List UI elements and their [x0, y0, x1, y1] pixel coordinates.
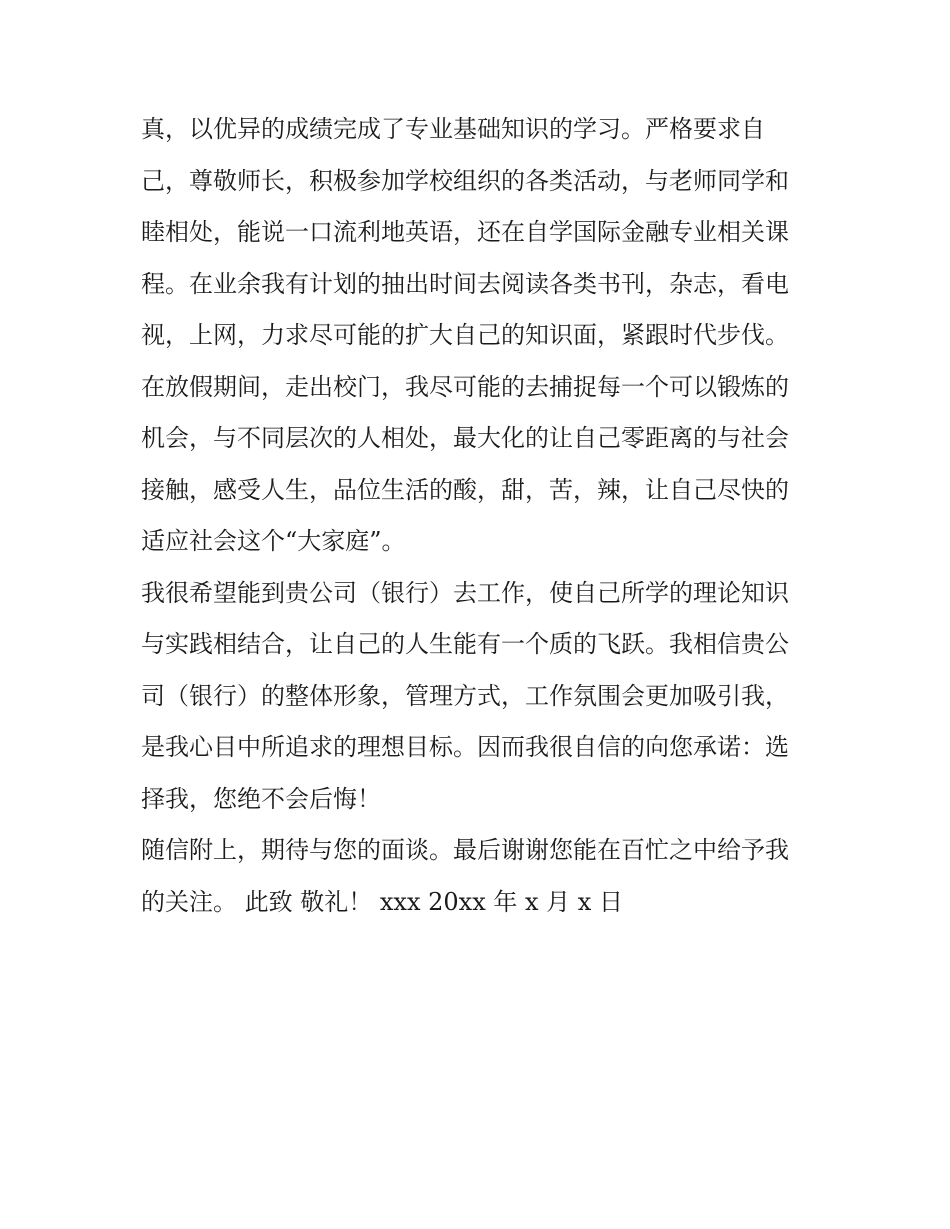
text-line: 随信附上，期待与您的面谈。最后谢谢您能在百忙之中给予我 [141, 836, 789, 864]
text-line: 接触，感受人生，品位生活的酸，甜，苦，辣，让自己尽快的 [141, 475, 789, 504]
text-line: 程。在业余我有计划的抽出时间去阅读各类书刊，杂志，看电 [141, 269, 789, 298]
text-line: 司（银行）的整体形象，管理方式，工作氛围会更加吸引我， [141, 681, 789, 710]
text-line: 在放假期间，走出校门，我尽可能的去捕捉每一个可以锻炼的 [141, 372, 789, 401]
text-line: 视，上网，力求尽可能的扩大自己的知识面，紧跟时代步伐。 [141, 321, 789, 349]
closing-line: 的关注。 此致 敬礼！ xxx 20xx 年 x 月 x 日 [141, 887, 623, 916]
text-line: 己，尊敬师长，积极参加学校组织的各类活动，与老师同学和 [141, 166, 789, 195]
text-line: 机会，与不同层次的人相处，最大化的让自己零距离的与社会 [141, 424, 789, 452]
text-line: 我很希望能到贵公司（银行）去工作，使自己所学的理论知识 [141, 578, 789, 607]
text-line: 与实践相结合，让自己的人生能有一个质的飞跃。我相信贵公 [141, 630, 789, 658]
text-line: 真，以优异的成绩完成了专业基础知识的学习。严格要求自 [141, 115, 765, 143]
text-line: 睦相处，能说一口流利地英语，还在自学国际金融专业相关课 [141, 218, 789, 246]
text-line: 适应社会这个“大家庭”。 [141, 527, 406, 555]
text-line: 是我心目中所追求的理想目标。因而我很自信的向您承诺：选 [141, 733, 789, 761]
text-line: 择我，您绝不会后悔！ [141, 784, 381, 813]
letter-body [141, 104, 816, 928]
